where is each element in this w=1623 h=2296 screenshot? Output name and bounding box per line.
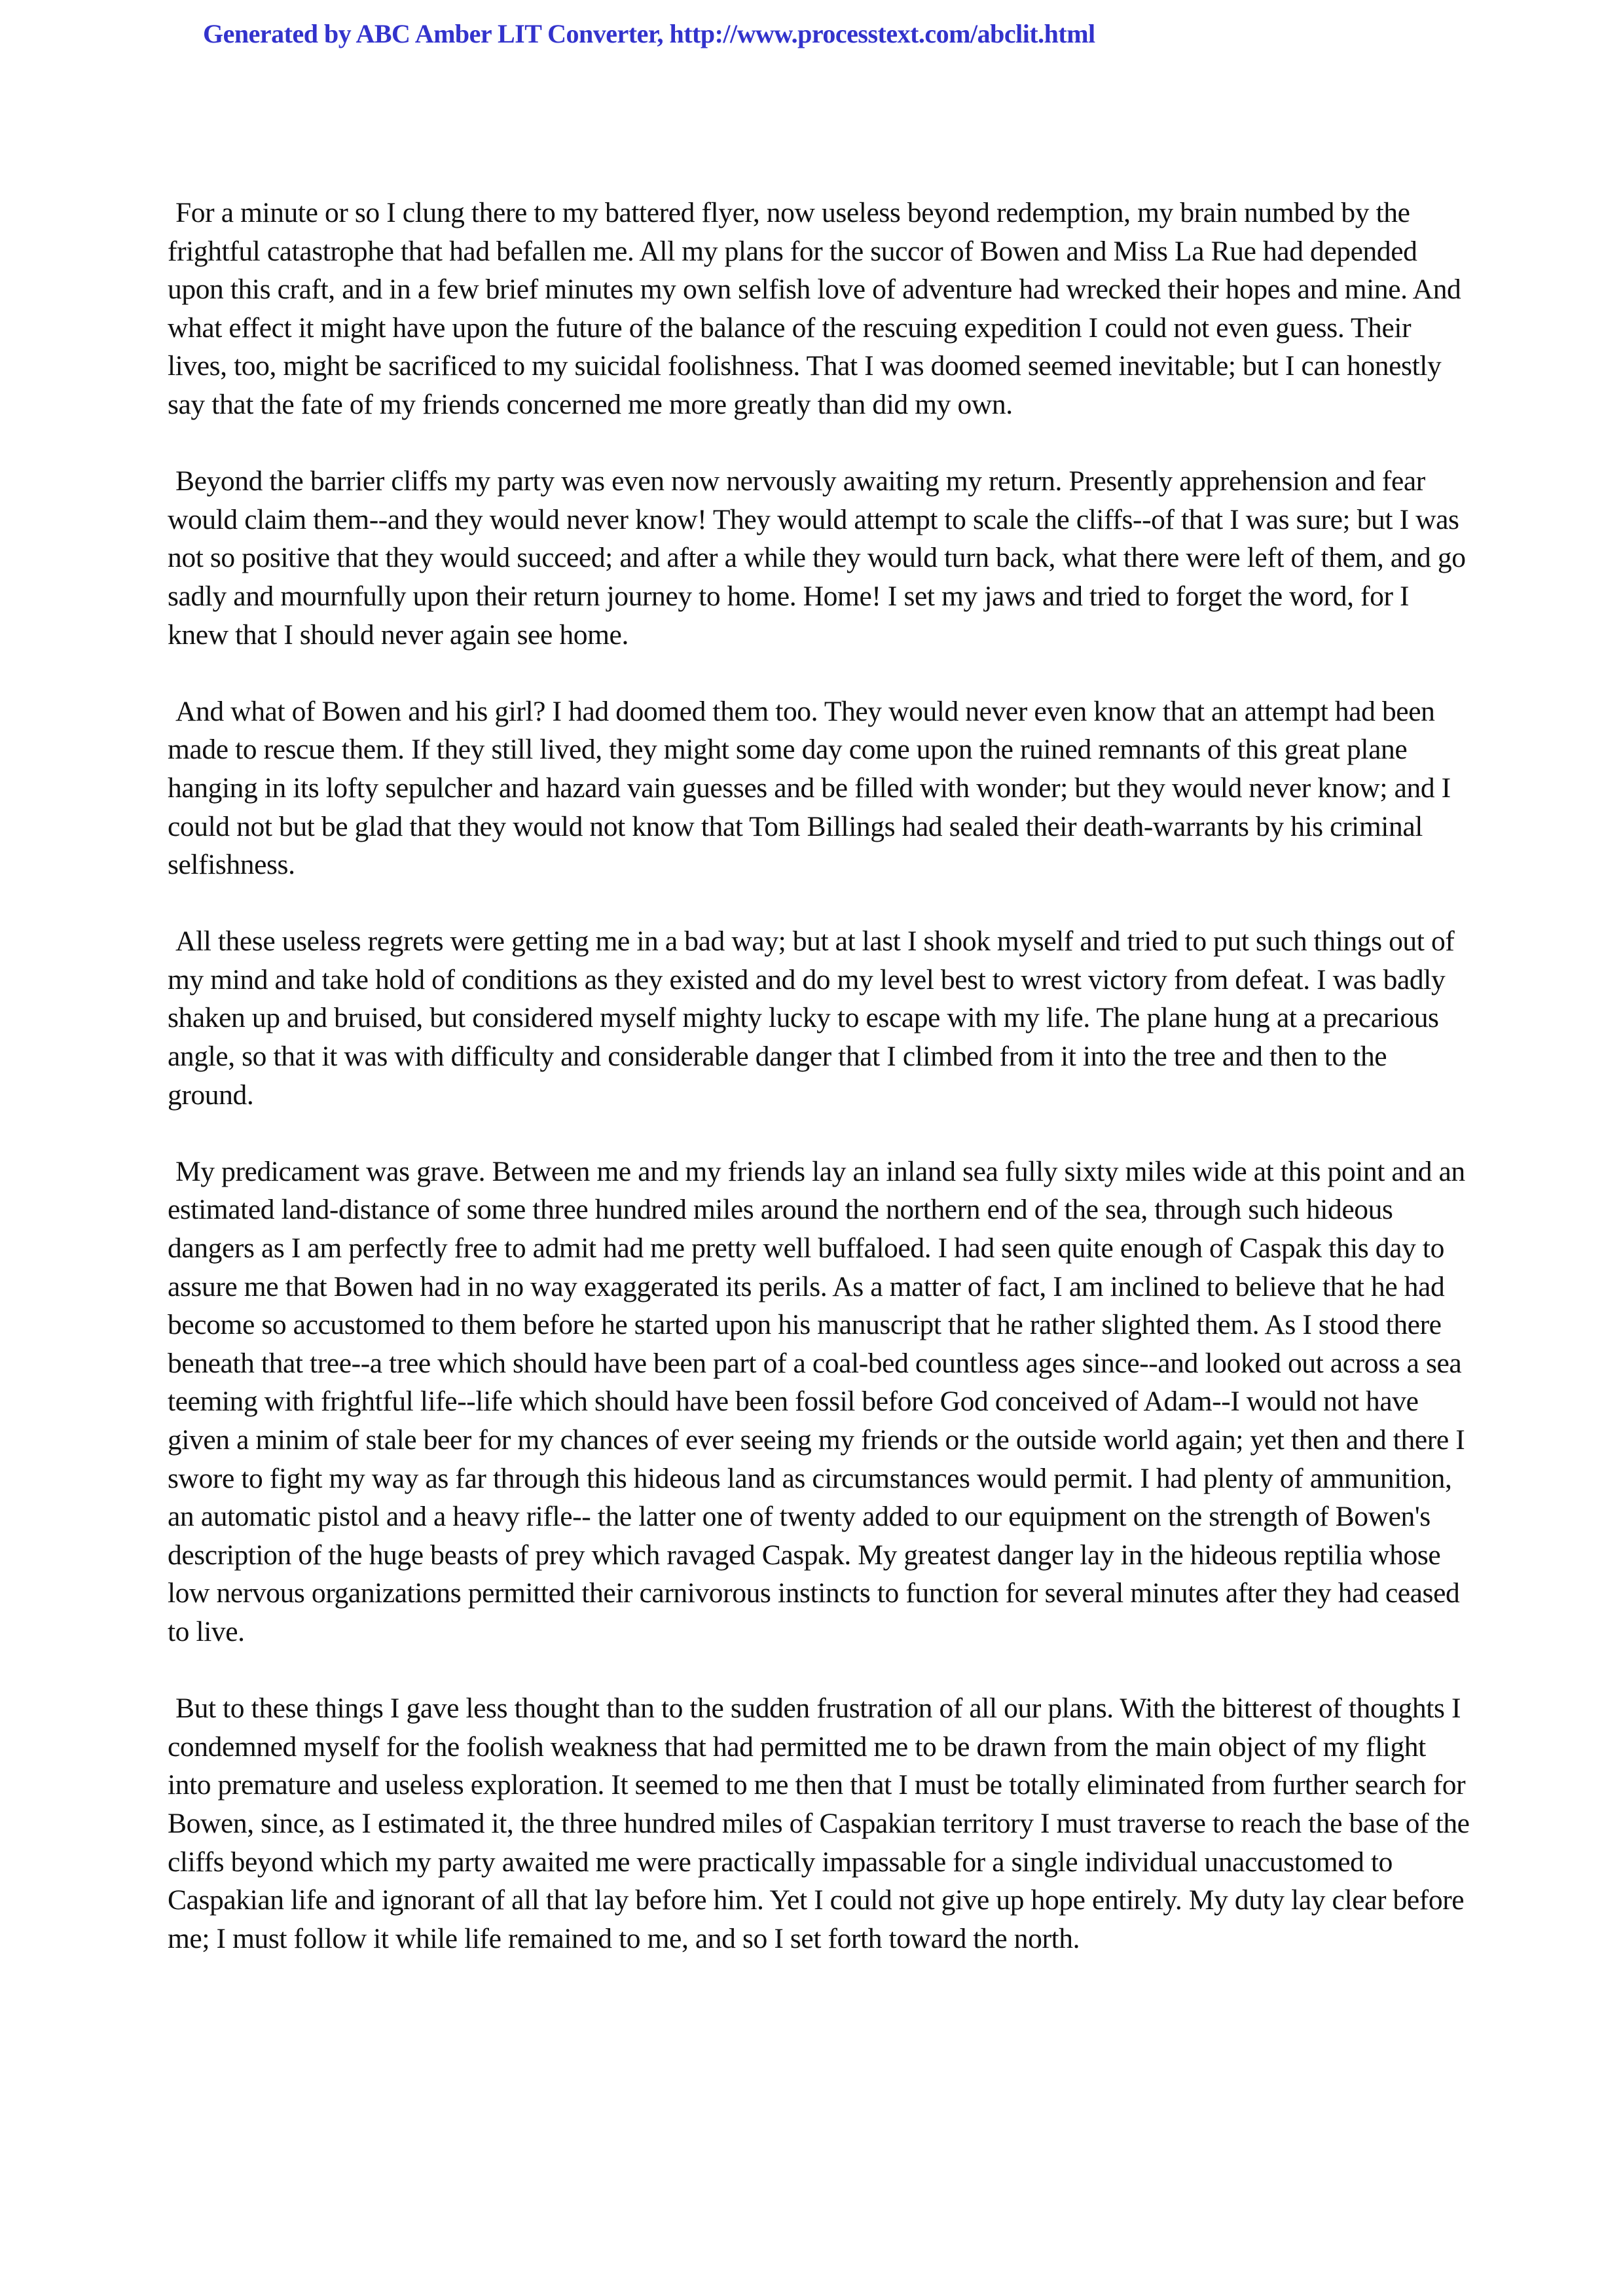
document-body — [168, 194, 1472, 1996]
paragraph-1: For a minute or so I clung there to my battered flyer, now useless beyond redemption, my brain numbed by the frightful catastrophe that had befallen me. All my plans for the succor of Bowen and Miss La Rue had depended upon this craft, and in a few brief minutes my own selfish love of adventure had wrecked their hopes and mine. And what effect it might have upon the future of the balance of the rescuing expedition I could not even guess. Their lives, too, might be sacrificed to my suicidal foolishness. That I was doomed seemed inevitable; but I can honestly say that the fate of my friends concerned me more greatly than did my own. — [168, 197, 1461, 420]
generator-header-link[interactable]: Generated by ABC Amber LIT Converter, http://www.processtext.com/abclit.html — [203, 19, 1095, 48]
paragraph-6: But to these things I gave less thought than to the sudden frustration of all our plans. With the bitterest of thoughts I condemned myself for the foolish weakness that had permitted me to be drawn from the main object of my flight into premature and useless exploration. It seemed to me then that I must be totally eliminated from further search for Bowen, since, as I estimated it, the three hundred miles of Caspakian territory I must traverse to reach the base of the cliffs beyond which my party awaited me were practically impassable for a single individual unaccustomed to Caspakian life and ignorant of all that lay before him. Yet I could not give up hope entirely. My duty lay clear before me; I must follow it while life remained to me, and so I set forth toward the north. — [168, 1693, 1470, 1954]
paragraph-4: All these useless regrets were getting me in a bad way; but at last I shook myself and tried to put such things out of my mind and take hold of conditions as they existed and do my level best to wrest victory from defeat. I was badly shaken up and bruised, but considered myself mighty lucky to escape with my life. The plane hung at a precarious angle, so that it was with difficulty and considerable danger that I climbed from it into the tree and then to the ground. — [168, 925, 1455, 1111]
paragraph-5: My predicament was grave. Between me and my friends lay an inland sea fully sixty miles wide at this point and an estimated land-distance of some three hundred miles around the northern end of the sea, through such hideous dangers as I am perfectly free to admit had me pretty well buffaloed. I had seen quite enough of Caspak this day to assure me that Bowen had in no way exaggerated its perils. As a matter of fact, I am inclined to believe that he had become so accustomed to them before he started upon his manuscript that he rather slighted them. As I stood there beneath that tree--a tree which should have been part of a coal-bed countless ages since--and looked out across a sea teeming with frightful life--life which should have been fossil before God conceived of Adam--I would not have given a minim of stale beer for my chances of ever seeing my friends or the outside world again; yet then and there I swore to fight my way as far through this hideous land as circumstances would permit. I had plenty of ammunition, an automatic pistol and a heavy rifle-- the latter one of twenty added to our equipment on the strength of Bowen's description of the huge beasts of prey which ravaged Caspak. My greatest danger lay in the hideous reptilia whose low nervous organizations permitted their carnivorous instincts to function for several minutes after they had ceased to live. — [168, 1155, 1465, 1647]
paragraph-2: Beyond the barrier cliffs my party was even now nervously awaiting my return. Presently apprehension and fear would claim them--and they would never know! They would attempt to scale the cliffs--of that I was sure; but I was not so positive that they would succeed; and after a while they would turn back, what there were left of them, and go sadly and mournfully upon their return journey to home. Home! I set my jaws and tried to forget the word, for I knew that I should never again see home. — [168, 465, 1466, 651]
paragraph-3: And what of Bowen and his girl? I had doomed them too. They would never even know that an attempt had been made to rescue them. If they still lived, they might some day come upon the ruined remnants of this great plane hanging in its lofty sepulcher and hazard vain guesses and be filled with wonder; but they would never know; and I could not but be glad that they would not know that Tom Billings had sealed their death-warrants by his criminal selfishness. — [168, 695, 1451, 881]
